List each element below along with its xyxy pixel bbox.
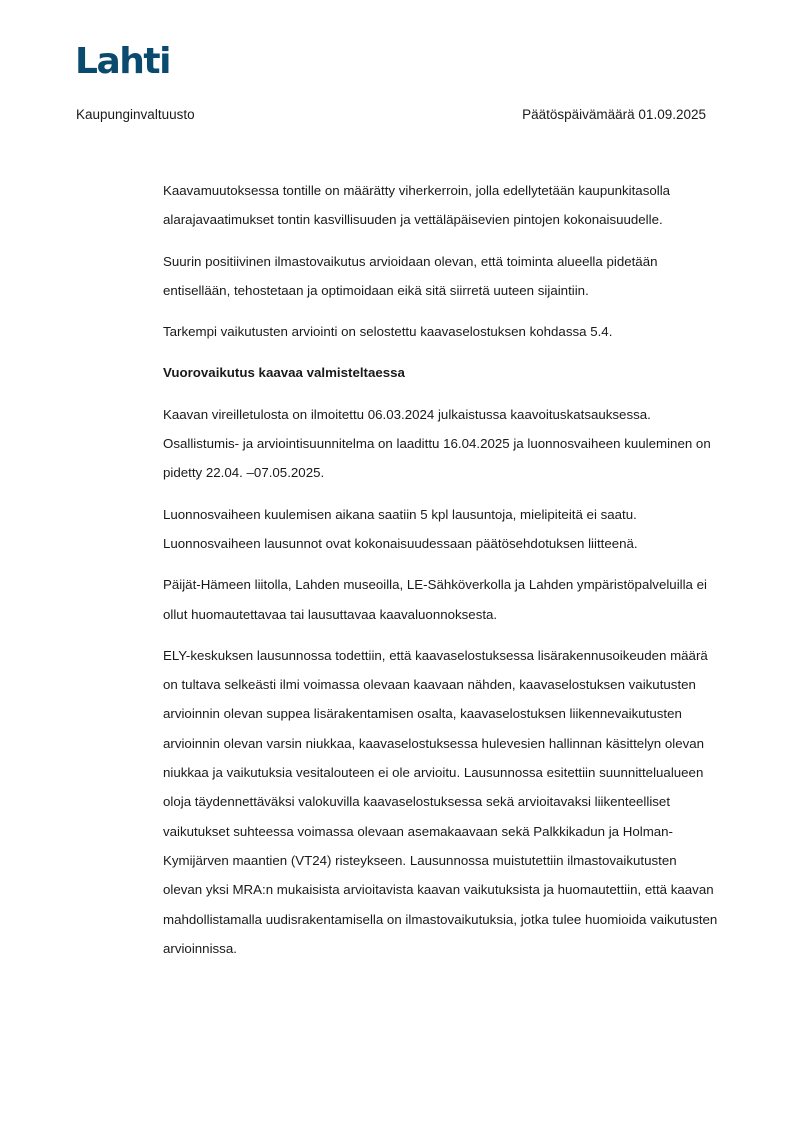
paragraph-no-remarks: Päijät-Hämeen liitolla, Lahden museoilla, LE-Sähköverkolla ja Lahden ympäristöpalveluilla ei ollut huomautettavaa tai lausuttavaa kaavaluonnoksesta.: [163, 577, 707, 622]
paragraph-climate-impact: Suurin positiivinen ilmastovaikutus arvioidaan olevan, että toiminta alueella pidetään entisellään, tehostetaan ja optimoidaan eikä sitä siirretä uuteen sijaintiin.: [163, 253, 658, 298]
paragraph-green-factor: Kaavamuutoksessa tontille on määrätty viherkerroin, jolla edellytetään kaupunkitasolla alarajavaatimukset tontin kasvillisuuden ja vettäläpäisevien pintojen kokonaisuudelle.: [163, 183, 671, 228]
section-heading-interaction: Vuorovaikutus kaavaa valmisteltaessa: [163, 365, 405, 381]
document-body: [163, 176, 718, 975]
paragraph-ely-statement: ELY-keskuksen lausunnossa todettiin, että kaavaselostuksessa lisärakennusoikeuden määrä on tultava selkeästi ilmi voimassa olevaan kaavaan nähden, kaavaselostuksen vaikutusten arvioinnin olevan suppea lisärakentamisen osalta, kaavaselostuksen liikennevaikutusten arvioinnin olevan varsin niukkaa, kaavaselostuksessa hulevesien hallinnan käsittelyn olevan niukkaa ja vaikutuksia vesitalouteen ei ole arvioitu. Lausunnossa esitettiin suunnittelualueen oloja täydennettäväksi valokuvilla kaavaselostuksessa sekä arvioitavaksi liikenteelliset vaikutukset suhteessa voimassa olevaan asemakaavaan sekä Palkkikadun ja Holman-Kymijärven maantien (VT24) risteykseen. Lausunnossa muistutettiin ilmastovaikutusten olevan yksi MRA:n mukaisista arvioitavista kaavan vaikutuksista ja huomautettiin, että kaavan mahdollistamalla uudisrakentamisella on ilmastovaikutuksia, jotka tulee huomioida vaikutusten arvioinnissa.: [163, 647, 718, 956]
paragraph-consultation: Luonnosvaiheen kuulemisen aikana saatiin 5 kpl lausuntoja, mielipiteitä ei saatu. Luonnosvaiheen lausunnot ovat kokonaisuudessaan päätösehdotuksen liitteenä.: [163, 506, 638, 551]
paragraph-impact-assessment: Tarkempi vaikutusten arviointi on selostettu kaavaselostuksen kohdassa 5.4.: [163, 324, 613, 340]
lahti-logo: Lahti: [75, 41, 170, 82]
organization-name: Kaupunginvaltuusto: [76, 107, 195, 122]
decision-date: Päätöspäivämäärä 01.09.2025: [522, 107, 706, 122]
paragraph-initiation: Kaavan vireilletulosta on ilmoitettu 06.03.2024 julkaistussa kaavoituskatsauksessa. Osallistumis- ja arviointisuunnitelma on laadittu 16.04.2025 ja luonnosvaiheen kuuleminen on pidetty 22.04. –07.05.2025.: [163, 406, 711, 481]
